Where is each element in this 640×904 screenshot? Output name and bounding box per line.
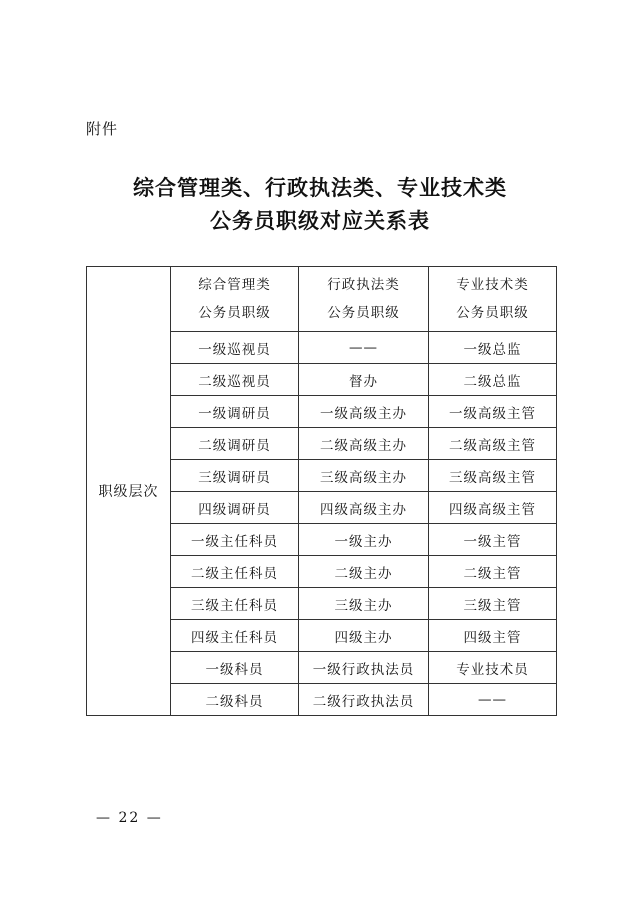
table-cell: 四级调研员 (171, 492, 299, 524)
table-cell: 二级行政执法员 (299, 684, 429, 716)
table-cell: 四级主办 (299, 620, 429, 652)
table-cell: 三级调研员 (171, 460, 299, 492)
table-cell: 三级主管 (429, 588, 557, 620)
table-cell: 一级高级主管 (429, 396, 557, 428)
table-cell: 专业技术员 (429, 652, 557, 684)
page-number: — 22 — (96, 810, 163, 826)
table-cell: 二级科员 (171, 684, 299, 716)
table-cell: —— (299, 332, 429, 364)
table-header-row (87, 267, 557, 332)
table-cell: 一级主办 (299, 524, 429, 556)
table-cell: 一级总监 (429, 332, 557, 364)
table-cell: 一级行政执法员 (299, 652, 429, 684)
table-cell: 三级高级主管 (429, 460, 557, 492)
column-header-line: 公务员职级 (327, 305, 400, 321)
table-cell: 二级调研员 (171, 428, 299, 460)
column-header-line: 专业技术类 (456, 277, 529, 293)
table-cell: 四级主管 (429, 620, 557, 652)
table-cell: 三级高级主办 (299, 460, 429, 492)
table-cell: —— (429, 684, 557, 716)
column-header-line: 综合管理类 (198, 277, 271, 293)
table-cell: 一级科员 (171, 652, 299, 684)
column-header-line: 行政执法类 (327, 277, 400, 293)
table-cell: 二级主办 (299, 556, 429, 588)
table-cell: 四级高级主管 (429, 492, 557, 524)
table-cell: 一级巡视员 (171, 332, 299, 364)
column-header-general-management (171, 267, 299, 332)
table-cell: 四级高级主办 (299, 492, 429, 524)
document-title-line-2: 公务员职级对应关系表 (210, 208, 430, 233)
table-cell: 督办 (299, 364, 429, 396)
column-header-line: 公务员职级 (456, 305, 529, 321)
attachment-label: 附件 (86, 120, 119, 138)
table-cell: 二级主管 (429, 556, 557, 588)
table-cell: 一级调研员 (171, 396, 299, 428)
table-cell: 二级巡视员 (171, 364, 299, 396)
table-cell: 二级高级主管 (429, 428, 557, 460)
column-header-professional-technical (429, 267, 557, 332)
column-header-line: 公务员职级 (198, 305, 271, 321)
table-cell: 一级高级主办 (299, 396, 429, 428)
side-header-cell: 职级层次 (87, 267, 171, 716)
table-cell: 四级主任科员 (171, 620, 299, 652)
table-cell: 二级高级主办 (299, 428, 429, 460)
table-cell: 二级主任科员 (171, 556, 299, 588)
column-header-administrative-enforcement (299, 267, 429, 332)
grade-correspondence-table (86, 266, 557, 716)
table-cell: 一级主任科员 (171, 524, 299, 556)
table-cell: 一级主管 (429, 524, 557, 556)
table-cell: 三级主任科员 (171, 588, 299, 620)
table-cell: 三级主办 (299, 588, 429, 620)
table-cell: 二级总监 (429, 364, 557, 396)
document-title-line-1: 综合管理类、行政执法类、专业技术类 (133, 175, 507, 200)
